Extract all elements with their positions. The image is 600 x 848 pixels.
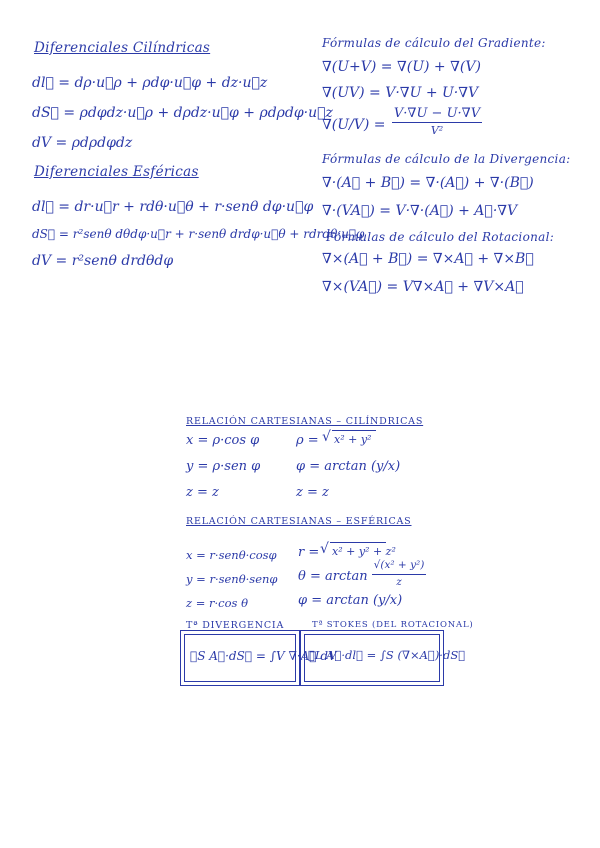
sph-phi-relation: φ = arctan (y/x)	[298, 593, 403, 608]
cyl-y-relation: y = ρ·sen φ	[186, 459, 261, 474]
sph-theta-numerator: √(x² + y²)	[373, 559, 425, 571]
title-spherical-differentials: Diferenciales Esféricas	[34, 164, 199, 180]
title-divergence-theorem: Tª DIVERGENCIA	[186, 620, 285, 631]
sph-r-radicand: x² + y² + z²	[332, 545, 396, 558]
cyl-z-relation: z = z	[186, 485, 219, 500]
sph-r-lhs: r =	[298, 545, 320, 560]
grad-quotient-lhs: ∇(U/V) =	[322, 117, 386, 133]
sph-theta-bar	[372, 574, 426, 575]
cyl-dl-formula: dl⃗ = dρ·u⃗ρ + ρdφ·u⃗φ + dz·u⃗z	[32, 75, 268, 91]
cyl-phi-relation: φ = arctan (y/x)	[296, 459, 401, 474]
rot-sum-rule: ∇×(A⃗ + B⃗) = ∇×A⃗ + ∇×B⃗	[322, 251, 534, 267]
cyl-rho-lhs: ρ =	[296, 433, 319, 448]
title-gradient: Fórmulas de cálculo del Gradiente:	[322, 36, 546, 50]
sph-dv-formula: dV = r²senθ drdθdφ	[32, 253, 174, 269]
grad-quotient-denominator: V²	[430, 124, 444, 137]
title-cylindrical-differentials: Diferenciales Cilíndricas	[34, 40, 211, 56]
cyl-rho-radicand: x² + y²	[334, 433, 372, 446]
cyl-rho-vinculum	[332, 430, 376, 431]
cyl-ds-formula: dS⃗ = ρdφdz·u⃗ρ + dρdz·u⃗φ + ρdρdφ·u⃗z	[32, 105, 333, 121]
cyl-z2-relation: z = z	[296, 485, 329, 500]
div-sum-rule: ∇·(A⃗ + B⃗) = ∇·(A⃗) + ∇·(B⃗)	[322, 175, 534, 191]
title-stokes-theorem: Tª STOKES (DEL ROTACIONAL)	[312, 620, 474, 630]
title-cart-sph-relation: RELACIÓN CARTESIANAS – ESFÉRICAS	[186, 516, 412, 527]
cyl-x-relation: x = ρ·cos φ	[186, 433, 260, 448]
sph-r-vinculum	[330, 542, 386, 543]
sph-y-relation: y = r·senθ·senφ	[186, 572, 278, 586]
cyl-rho-radical-icon: √	[322, 429, 331, 445]
sph-z-relation: z = r·cos θ	[186, 596, 249, 610]
div-product-rule: ∇·(VA⃗) = V·∇·(A⃗) + A⃗·∇V	[322, 203, 518, 219]
sph-dl-formula: dl⃗ = dr·u⃗r + rdθ·u⃗θ + r·senθ dφ·u⃗φ	[32, 199, 314, 215]
grad-quotient-bar	[392, 122, 482, 123]
sph-r-radical-icon: √	[320, 541, 329, 557]
title-rotational: Fórmulas de cálculo del Rotacional:	[326, 230, 555, 244]
divergence-theorem-formula: ∮S A⃗·dS⃗ = ∫V ∇·A⃗ dV	[190, 649, 337, 663]
stokes-theorem-formula: ∮L A⃗·dl⃗ = ∫S (∇×A⃗)·dS⃗	[308, 648, 466, 662]
sph-theta-lhs: θ = arctan	[298, 569, 368, 584]
cyl-dv-formula: dV = ρdρdφdz	[32, 135, 133, 151]
sph-theta-denominator: z	[396, 576, 402, 588]
grad-quotient-numerator: V·∇U − U·∇V	[393, 106, 481, 121]
sph-ds-formula: dS⃗ = r²senθ dθdφ·u⃗r + r·senθ drdφ·u⃗θ + rdrdθ·u⃗φ	[32, 227, 365, 241]
sph-x-relation: x = r·senθ·cosφ	[186, 548, 277, 562]
title-cart-cyl-relation: RELACIÓN CARTESIANAS – CILÍNDRICAS	[186, 416, 424, 427]
title-divergence: Fórmulas de cálculo de la Divergencia:	[322, 152, 571, 166]
rot-product-rule: ∇×(VA⃗) = V∇×A⃗ + ∇V×A⃗	[322, 279, 524, 295]
grad-sum-rule: ∇(U+V) = ∇(U) + ∇(V)	[322, 59, 481, 75]
grad-product-rule: ∇(UV) = V·∇U + U·∇V	[322, 85, 479, 101]
